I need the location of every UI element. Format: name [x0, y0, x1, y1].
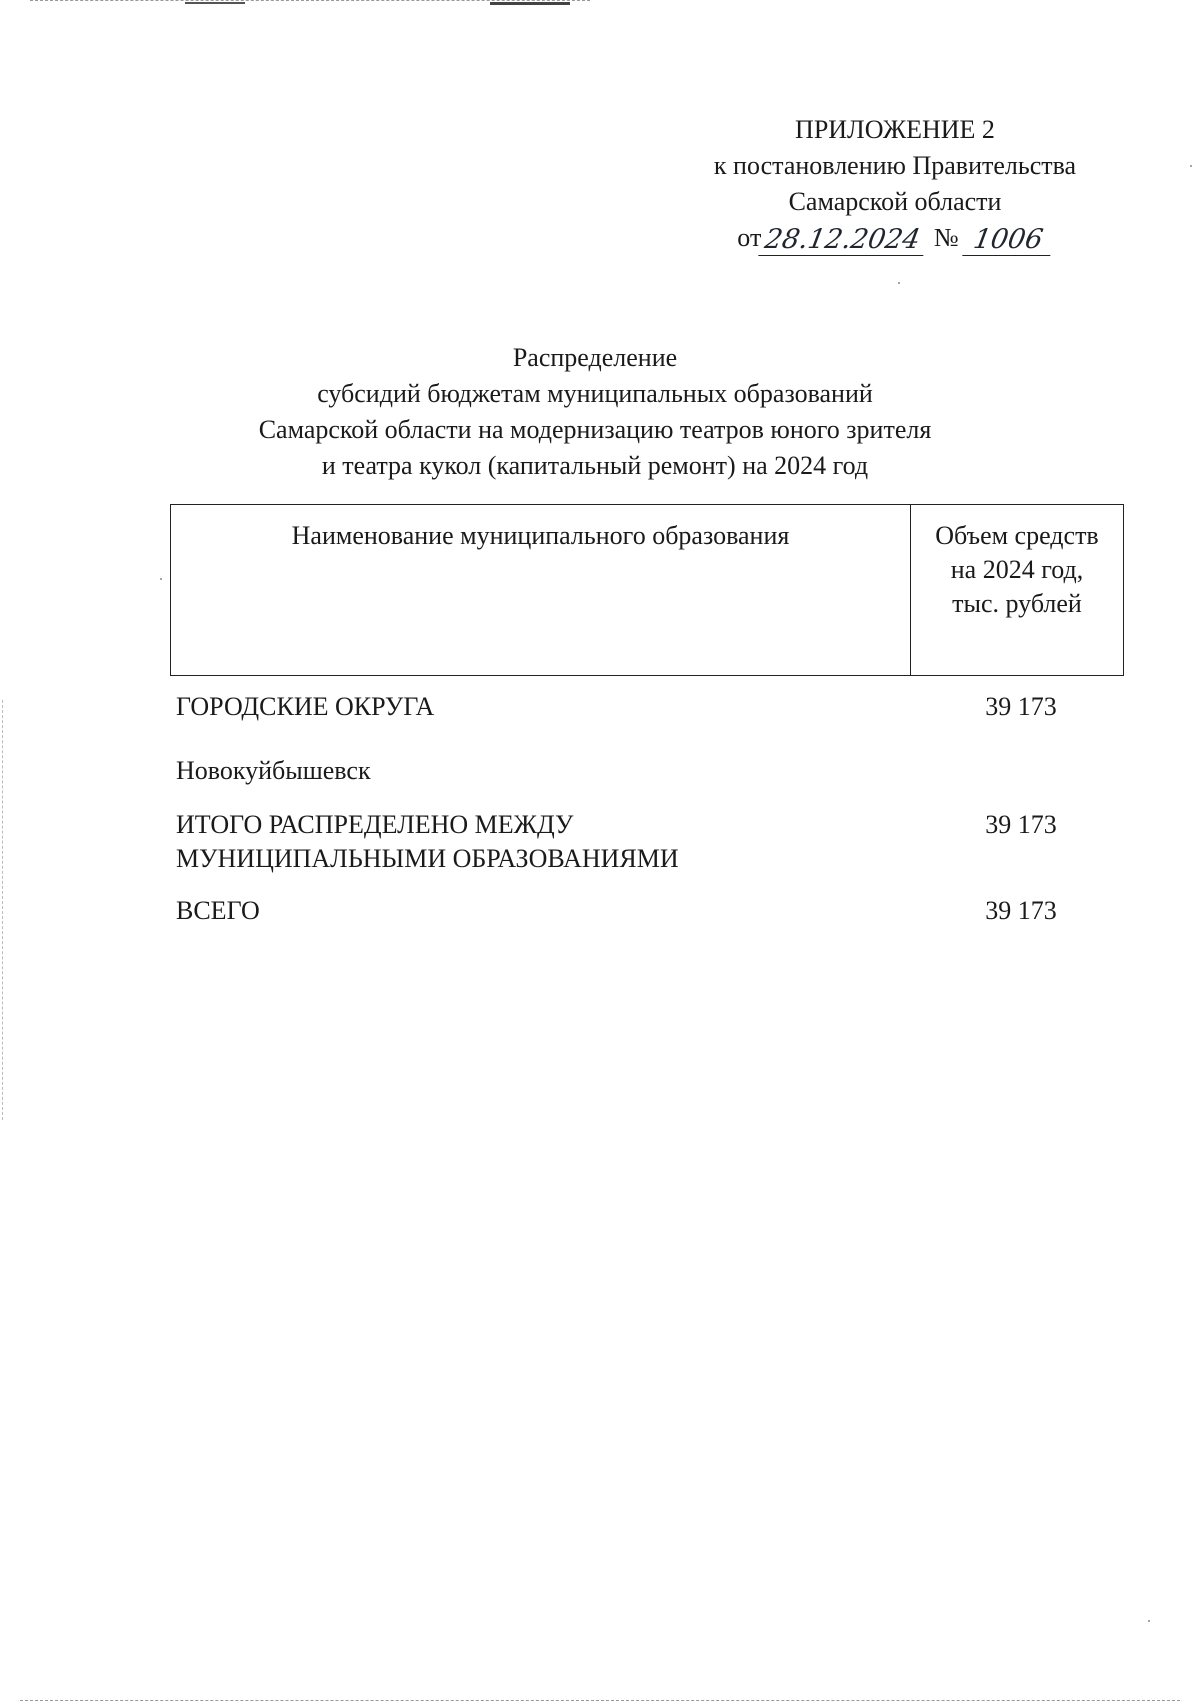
handwritten-date: 28.12.2024	[759, 225, 929, 256]
document-title	[230, 340, 960, 484]
row-name: ГОРОДСКИЕ ОКРУГА	[176, 692, 435, 721]
row-value: 39 173	[985, 692, 1057, 721]
column-header-name: Наименование муниципального образования	[171, 505, 911, 675]
scan-artifact-bottom	[20, 1700, 1180, 1703]
row-name: ВСЕГО	[176, 896, 260, 925]
scan-speck	[160, 578, 162, 580]
scan-speck	[1148, 1620, 1150, 1622]
scan-speck	[1190, 165, 1192, 167]
appendix-region: Самарской области	[788, 187, 1002, 216]
appendix-date-line	[737, 220, 1052, 256]
scan-artifact-mark	[490, 2, 570, 5]
title-line: субсидий бюджетам муниципальных образований	[317, 379, 873, 408]
scan-speck	[898, 282, 900, 284]
appendix-title: ПРИЛОЖЕНИЕ 2	[795, 115, 995, 144]
scan-artifact-left	[2, 700, 4, 1120]
table-header	[170, 504, 1124, 676]
date-prefix: от	[737, 223, 762, 252]
handwritten-number: 1006	[962, 225, 1055, 256]
number-sign: №	[933, 223, 959, 252]
row-name: Новокуйбышевск	[176, 756, 371, 785]
appendix-ref: к постановлению Правительства	[713, 151, 1077, 180]
row-name: ИТОГО РАСПРЕДЕЛЕНО МЕЖДУ МУНИЦИПАЛЬНЫМИ ОБРАЗОВАНИЯМИ	[176, 810, 679, 873]
row-value: 39 173	[985, 810, 1057, 839]
title-line: Распределение	[512, 343, 678, 372]
row-value: 39 173	[985, 896, 1057, 925]
title-line: и театра кукол (капитальный ремонт) на 2024 год	[321, 451, 869, 480]
appendix-header	[690, 112, 1100, 256]
title-line: Самарской области на модернизацию театров юного зрителя	[258, 415, 932, 444]
scan-artifact-mark	[185, 2, 245, 4]
column-header-value: Объем средств на 2024 год, тыс. рублей	[935, 521, 1099, 618]
